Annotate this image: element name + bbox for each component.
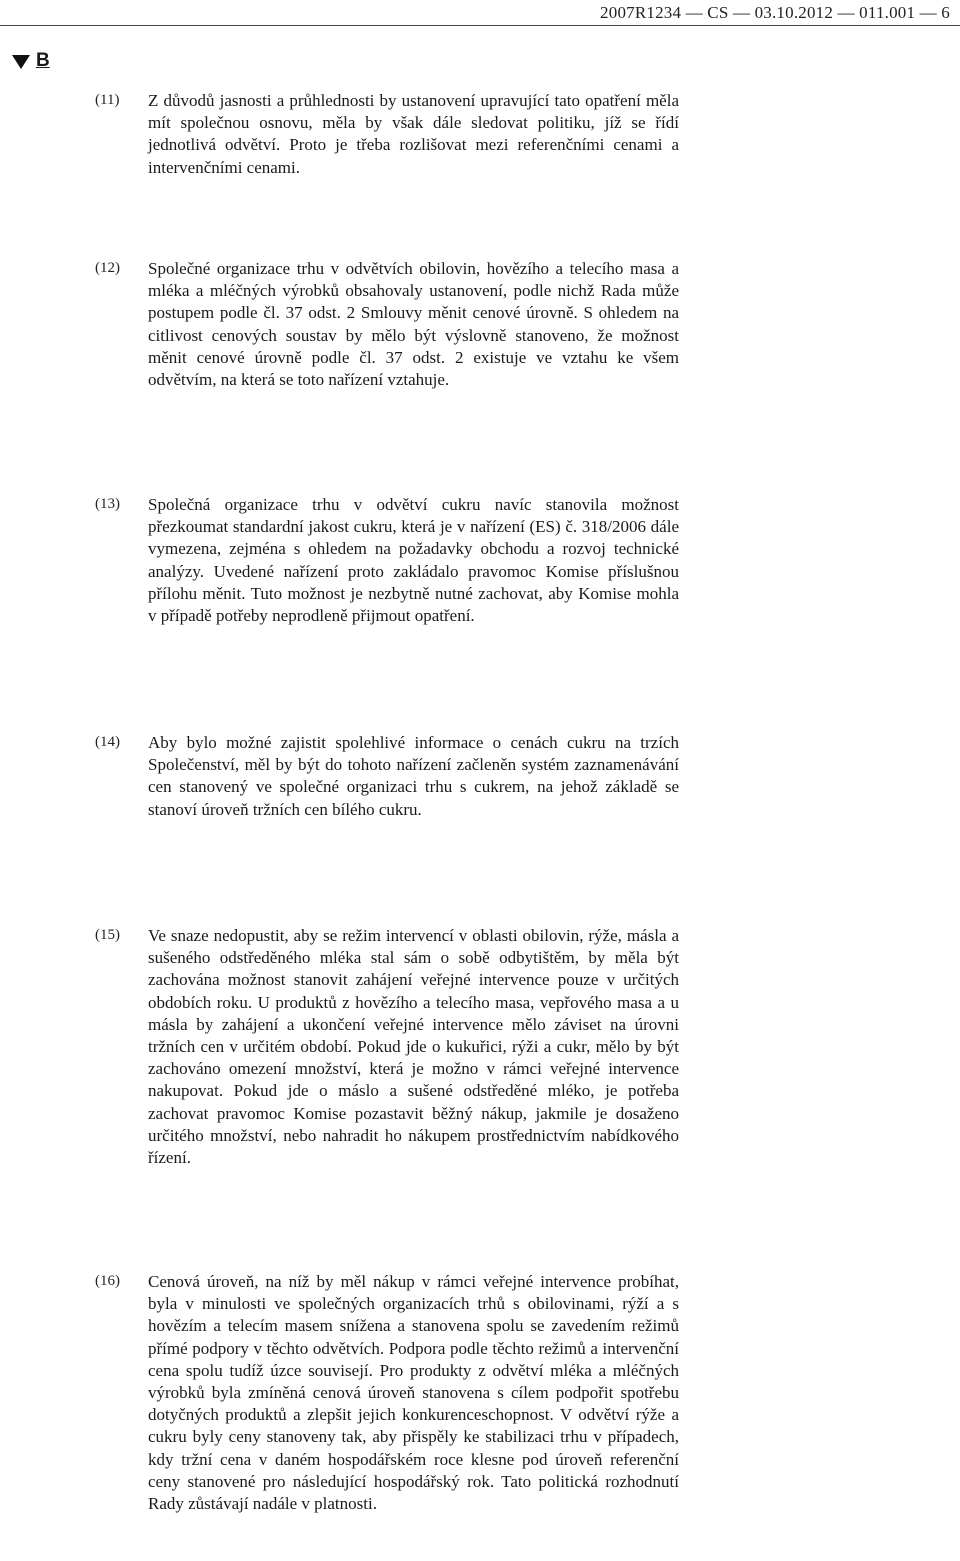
triangle-down-icon	[12, 55, 30, 69]
amendment-marker	[12, 50, 50, 72]
document-reference: 2007R1234 — CS — 03.10.2012 — 011.001 — 6	[600, 3, 950, 22]
recital-text: Společná organizace trhu v odvětví cukru navíc stanovila možnost přezkoumat standardní jakost cukru, která je v nařízení (ES) č. 318/2006 dále vymezena, zejména s ohledem na požadavky obchodu a rozvoj technické analýzy. Uvedené nařízení proto zakládalo pravomoc Komise příslušnou přílohu měnit. Tuto možnost je nezbytně nutné zachovat, aby Komise mohla v případě potřeby neprodleně přijmout opatření.	[148, 495, 679, 626]
recital-text: Aby bylo možné zajistit spolehlivé informace o cenách cukru na trzích Společenství, měl by být do tohoto nařízení začleněn systém zaznamenávání cen stanovený ve společné organizaci trhu s cukrem, na jehož základě se stanoví úroveň tržních cen bílého cukru.	[148, 733, 679, 819]
page-header	[0, 0, 960, 26]
recital-number: (15)	[95, 927, 120, 943]
recital-number: (11)	[95, 92, 120, 108]
recital-text: Z důvodů jasnosti a průhlednosti by ustanovení upravující tato opatření měla mít společnou osnovu, měla by však dále sledovat politiku, jíž se řídí jednotlivá odvětví. Proto je třeba rozlišovat mezi referenčními cenami a intervenčními cenami.	[148, 91, 679, 177]
recital-number: (12)	[95, 260, 120, 276]
recital-number: (13)	[95, 496, 120, 512]
header-divider	[0, 25, 960, 26]
recital-number: (14)	[95, 734, 120, 750]
amendment-label: B	[36, 50, 50, 71]
recital-text: Společné organizace trhu v odvětvích obilovin, hovězího a telecího masa a mléka a mléčných výrobků obsahovaly ustanovení, podle nichž Rada může postupem podle čl. 37 odst. 2 Smlouvy měnit cenové úrovně. S ohledem na citlivost cenových soustav by mělo být výslovně stanoveno, že možnost měnit cenové úrovně podle čl. 37 odst. 2 existuje ve vztahu ke všem odvětvím, na která se toto nařízení vztahuje.	[148, 259, 679, 390]
recital-text: Ve snaze nedopustit, aby se režim intervencí v oblasti obilovin, rýže, másla a sušeného odstředěného mléka stal sám o sobě odbytištěm, by měla být zachována možnost stanovit zahájení veřejné intervence pouze v určitých obdobích roku. U produktů z hovězího a telecího masa, vepřového masa a u másla by zahájení a ukončení veřejné intervence mělo záviset na úrovni tržních cen v určitém období. Pokud jde o kukuřici, rýži a cukr, mělo by být zachováno omezení množství, která je možno v rámci veřejné intervence nakupovat. Pokud jde o máslo a sušené odstředěné mléko, je potřeba zachovat pravomoc Komise pozastavit běžný nákup, jakmile je dosaženo určitého množství, nebo nahradit ho nákupem prostřednictvím nabídkového řízení.	[148, 926, 679, 1168]
recital-text: Cenová úroveň, na níž by měl nákup v rámci veřejné intervence probíhat, byla v minulosti ve společných organizacích trhů s obilovinami, rýží a s hovězím a telecím masem snížena a stanovena spolu se zavedením režimů přímé podpory v těchto odvětvích. Podpora podle těchto režimů a intervenční cena spolu tudíž úzce souvisejí. Pro produkty z odvětví mléka a mléčných výrobků byla zmíněná cenová úroveň stanovena s cílem podpořit spotřebu dotyčných produktů a zlepšit jejich konkurenceschopnost. V odvětví rýže a cukru byly ceny stanoveny tak, aby přispěly ke stabilizaci trhu v případech, kdy tržní cena v daném hospodářském roce klesne pod úroveň referenční ceny stanovené pro následující hospodářský rok. Tato politická rozhodnutí Rady zůstávají nadále v platnosti.	[148, 1272, 679, 1514]
recital-number: (16)	[95, 1273, 120, 1289]
